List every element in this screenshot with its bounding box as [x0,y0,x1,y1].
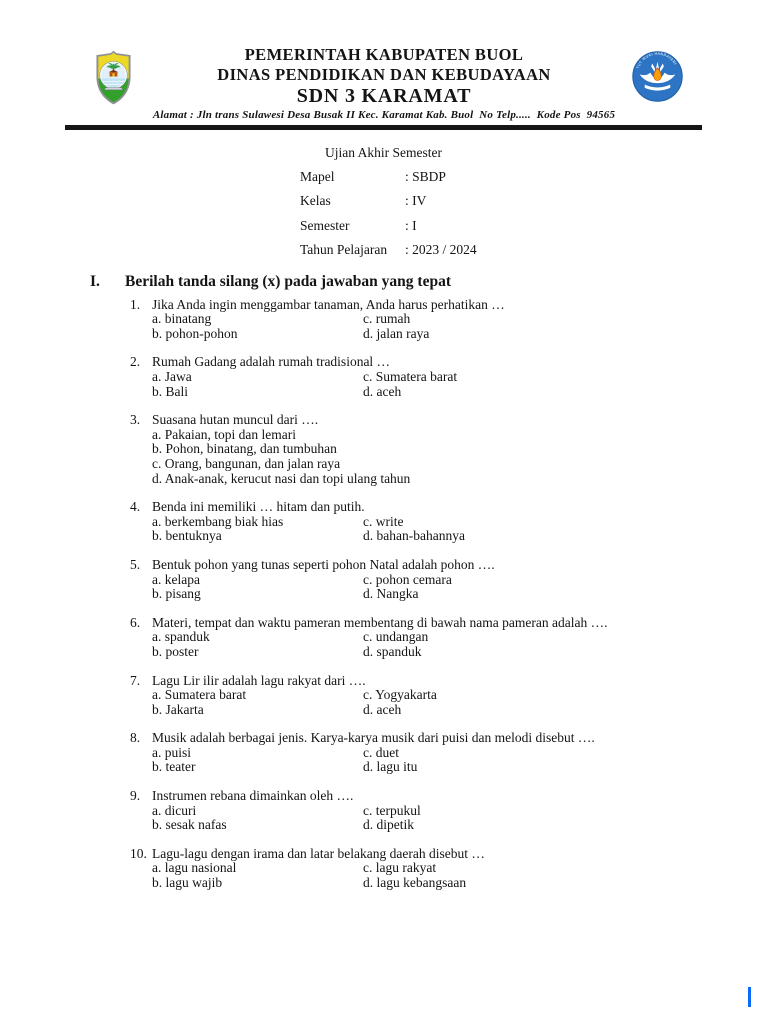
option-a: a. Jawa [152,369,192,384]
info-value: : I [405,217,417,233]
option-b: b. teater [152,759,196,775]
option-a: a. Sumatera barat [152,687,247,703]
question-options [152,861,708,890]
option-c: c. Sumatera barat [363,369,458,384]
question-text: Materi, tempat dan waktu pameran membentang di bawah nama pameran adalah …. [152,614,608,630]
question-options [152,746,708,775]
option-a: a. Pakaian, topi dan lemari [152,426,296,442]
exam-info-row [300,189,768,213]
info-label: Tahun Pelajaran [300,242,388,258]
option-d: d. Anak-anak, kerucut nasi dan topi ulang tahun [152,470,411,486]
section-numeral: I. [90,272,100,290]
option-b: b. pisang [152,586,201,602]
option-b: b. sesak nafas [152,817,227,833]
question-options [152,688,708,717]
info-label: Kelas [300,193,331,209]
option-c: c. Yogyakarta [363,687,437,703]
option-d: d. lagu itu [363,759,418,775]
text-cursor-caret[interactable] [748,987,751,1007]
question-number: 9. [130,788,141,804]
question-number: 5. [130,556,141,572]
question-number: 6. [130,614,141,630]
option-b: b. lagu wajib [152,875,223,891]
question-number: 8. [130,730,141,746]
option-c: c. write [363,513,404,529]
question-number: 7. [130,672,141,688]
question-number: 2. [130,354,141,370]
question-text: Bentuk pohon yang tunas seperti pohon Natal adalah pohon …. [152,556,495,572]
question-text: Lagu-lagu dengan irama dan latar belakang daerah disebut … [152,845,485,861]
question-number: 1. [130,296,141,312]
letterhead [0,0,768,130]
question-options [152,370,708,399]
option-c: c. undangan [363,629,429,645]
option-b: b. poster [152,643,199,659]
question-text: Musik adalah berbagai jenis. Karya-karya musik dari puisi dan melodi disebut …. [152,730,595,746]
option-d: d. aceh [363,383,402,399]
option-a: a. lagu nasional [152,860,237,876]
option-b: b. bentuknya [152,528,222,544]
question-9 [130,789,708,833]
question-options [152,428,708,486]
option-b: b. pohon-pohon [152,325,238,341]
question-options [152,573,708,602]
option-c: c. duet [363,744,399,760]
info-value: : 2023 / 2024 [405,242,477,258]
department-name: DINAS PENDIDIKAN DAN KEBUDAYAAN [217,65,551,84]
question-number: 3. [130,412,141,428]
exam-info-block [300,141,768,263]
option-a: a. berkembang biak hias [152,513,284,529]
exam-title: Ujian Akhir Semester [325,145,442,160]
option-d: d. lagu kebangsaan [363,875,467,891]
government-name: PEMERINTAH KABUPATEN BUOL [244,45,524,64]
option-a: a. dicuri [152,802,197,818]
option-d: d. jalan raya [363,325,430,341]
option-d: d. spanduk [363,643,422,659]
info-label: Mapel [300,169,335,184]
option-c: c. Orang, bangunan, dan jalan raya [152,455,341,471]
option-a: a. puisi [152,744,191,760]
question-text: Suasana hutan muncul dari …. [152,412,319,428]
option-b: b. Bali [152,383,188,399]
option-d: d. bahan-bahannya [363,528,465,544]
question-6 [130,616,708,660]
option-d: d. aceh [363,701,402,717]
option-c: c. rumah [363,311,411,327]
question-1 [130,298,708,342]
option-c: c. pohon cemara [363,571,452,587]
question-4 [130,500,708,544]
svg-text:TUT WURI HANDAYANI: TUT WURI HANDAYANI [635,51,678,70]
question-5 [130,558,708,602]
option-d: d. Nangka [363,586,419,602]
school-address: Alamat : Jln trans Sulawesi Desa Busak II Kec. Karamat Kab. Buol No Telp..... Kode Pos 94565 [152,109,616,121]
question-number: 10. [130,845,147,861]
option-a: a. binatang [152,311,212,327]
question-options [152,630,708,659]
question-text: Instrumen rebana dimainkan oleh …. [152,788,354,804]
option-d: d. dipetik [363,817,414,833]
question-options [152,515,708,544]
option-a: a. kelapa [152,571,200,587]
option-c: c. terpukul [363,802,421,818]
question-7 [130,674,708,718]
info-label: Semester [300,217,350,233]
kabupaten-buol-crest-icon [94,49,133,106]
exam-info-row [300,238,768,262]
question-text: Rumah Gadang adalah rumah tradisional … [152,354,391,370]
exam-info-row [300,165,768,189]
info-value: : SBDP [405,169,446,184]
info-value: : IV [405,193,427,209]
question-text: Jika Anda ingin menggambar tanaman, Anda harus perhatikan … [152,296,505,312]
question-8 [130,731,708,775]
question-options [152,804,708,833]
school-name: SDN 3 KARAMAT [296,85,472,107]
question-text: Lagu Lir ilir adalah lagu rakyat dari …. [152,672,366,688]
question-options [152,312,708,341]
option-b: b. Jakarta [152,701,204,717]
question-10 [130,847,708,891]
question-text: Benda ini memiliki … hitam dan putih. [152,499,365,515]
question-number: 4. [130,499,141,515]
option-a: a. spanduk [152,629,210,645]
section-heading [90,272,768,291]
question-list [130,298,708,891]
letterhead-divider [65,125,702,130]
option-c: c. lagu rakyat [363,860,437,876]
question-2 [130,355,708,399]
section-title: Berilah tanda silang (x) pada jawaban yang tepat [125,272,451,290]
question-3 [130,413,708,486]
option-b: b. Pohon, binatang, dan tumbuhan [152,441,337,457]
exam-info-row [300,214,768,238]
tut-wuri-handayani-icon [632,51,683,102]
